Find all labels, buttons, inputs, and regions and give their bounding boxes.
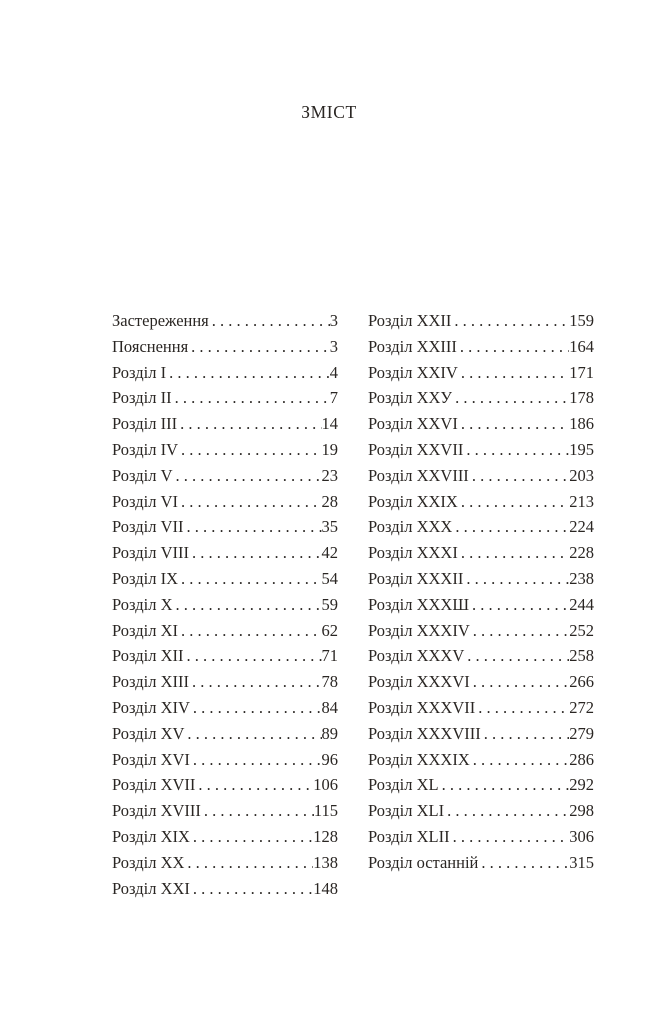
toc-dot-leader xyxy=(464,643,569,669)
toc-entry-label: Розділ IX xyxy=(112,568,178,588)
toc-entry xyxy=(368,514,594,540)
toc-entry-page-number: 28 xyxy=(321,491,338,511)
toc-entry-page-number: 42 xyxy=(321,543,338,563)
toc-dot-leader xyxy=(452,514,569,540)
toc-entry-page-number: 306 xyxy=(569,826,594,846)
toc-entry-label: Пояснення xyxy=(112,336,189,356)
toc-entry xyxy=(368,618,594,644)
toc-dot-leader xyxy=(451,308,569,334)
toc-entry xyxy=(112,592,338,618)
toc-entry xyxy=(368,721,594,747)
toc-entry-page-number: 292 xyxy=(569,775,594,795)
toc-entry xyxy=(368,308,594,334)
toc-entry-page-number: 89 xyxy=(321,723,338,743)
toc-entry-page-number: 35 xyxy=(321,517,338,537)
toc-dot-leader xyxy=(458,489,569,515)
toc-entry-label: Розділ II xyxy=(112,388,172,408)
toc-entry-page-number: 148 xyxy=(313,878,338,898)
toc-entry-label: Розділ XXIV xyxy=(368,362,458,382)
toc-entry-page-number: 315 xyxy=(569,852,594,872)
toc-entry-page-number: 224 xyxy=(569,517,594,537)
toc-entry xyxy=(112,360,338,386)
toc-entry xyxy=(368,489,594,515)
toc-entry-page-number: 54 xyxy=(321,568,338,588)
toc-entry xyxy=(112,798,338,824)
toc-entry-page-number: 96 xyxy=(321,749,338,769)
toc-dot-leader xyxy=(173,463,322,489)
toc-entry-page-number: 138 xyxy=(313,852,338,872)
toc-entry-label: Розділ I xyxy=(112,362,167,382)
toc-entry xyxy=(112,695,338,721)
toc-entry-page-number: 128 xyxy=(313,826,338,846)
toc-entry-page-number: 84 xyxy=(321,697,338,717)
toc-entry-label: Розділ XXII xyxy=(368,311,452,330)
toc-entry-page-number: 186 xyxy=(569,414,594,434)
toc-entry xyxy=(368,592,594,618)
toc-entry-label: Розділ XII xyxy=(112,646,184,666)
toc-entry xyxy=(368,643,594,669)
toc-dot-leader xyxy=(184,721,321,747)
toc-entry xyxy=(112,643,338,669)
toc-dot-leader xyxy=(458,360,569,386)
toc-entry xyxy=(368,411,594,437)
toc-entry xyxy=(368,669,594,695)
toc-entry-label: Розділ XX xyxy=(112,852,185,872)
toc-entry-label: Розділ XXXШ xyxy=(368,594,469,614)
toc-dot-leader xyxy=(189,540,322,566)
toc-dot-leader xyxy=(178,489,322,515)
toc-entry-label: Розділ XXXVII xyxy=(368,697,476,717)
toc-entry-label: Розділ XXVIII xyxy=(368,465,469,485)
toc-entry-page-number: 228 xyxy=(569,543,594,563)
toc-dot-leader xyxy=(166,360,330,386)
toc-entry xyxy=(112,721,338,747)
toc-entry xyxy=(368,360,594,386)
toc-entry xyxy=(112,618,338,644)
toc-dot-leader xyxy=(173,592,322,618)
toc-entry-page-number: 195 xyxy=(569,439,594,459)
toc-entry xyxy=(112,308,338,334)
toc-entry-page-number: 244 xyxy=(569,594,594,614)
toc-entry xyxy=(112,772,338,798)
toc-entry-label: Розділ XI xyxy=(112,620,178,640)
toc-entry-label: Розділ XXXII xyxy=(368,568,464,588)
toc-entry xyxy=(112,540,338,566)
toc-entry xyxy=(368,798,594,824)
toc-dot-leader xyxy=(452,385,569,411)
toc-dot-leader xyxy=(475,695,569,721)
toc-entry-page-number: 7 xyxy=(329,388,338,408)
toc-entry-label: Розділ XLII xyxy=(368,826,450,846)
toc-entry-page-number: 171 xyxy=(569,362,594,382)
toc-entry xyxy=(112,437,338,463)
toc-entry xyxy=(112,489,338,515)
toc-entry-page-number: 252 xyxy=(569,620,594,640)
toc-entry-page-number: 286 xyxy=(569,749,594,769)
toc-entry xyxy=(112,850,338,876)
toc-dot-leader xyxy=(178,618,322,644)
toc-entry-label: Розділ XIII xyxy=(112,672,189,692)
toc-entry-page-number: 159 xyxy=(569,311,594,330)
toc-entry xyxy=(368,772,594,798)
toc-entry-page-number: 258 xyxy=(569,646,594,666)
toc-dot-leader xyxy=(463,437,569,463)
toc-entry xyxy=(112,463,338,489)
toc-entry-label: Розділ XXVII xyxy=(368,439,464,459)
toc-entry xyxy=(112,514,338,540)
toc-entry-page-number: 3 xyxy=(329,336,338,356)
page-title: ЗМІСТ xyxy=(301,102,357,122)
toc-entry-page-number: 272 xyxy=(569,697,594,717)
toc-entry xyxy=(112,747,338,773)
toc-entry-page-number: 3 xyxy=(329,311,338,330)
toc-entry-label: Розділ XXIX xyxy=(368,491,458,511)
toc-entry-label: Розділ XVIII xyxy=(112,801,201,821)
toc-dot-leader xyxy=(470,669,570,695)
toc-entry-label: Розділ XXX xyxy=(368,517,453,537)
toc-entry xyxy=(112,566,338,592)
toc-dot-leader xyxy=(190,747,322,773)
toc-entry-label: Розділ XXУ xyxy=(368,388,453,408)
toc-entry-page-number: 59 xyxy=(321,594,338,614)
toc-dot-leader xyxy=(469,463,569,489)
toc-dot-leader xyxy=(209,308,330,334)
toc-right-column xyxy=(368,308,594,876)
toc-entry-page-number: 164 xyxy=(569,336,594,356)
toc-dot-leader xyxy=(195,772,313,798)
toc-entry-label: Розділ XXXIV xyxy=(368,620,470,640)
toc-entry-page-number: 266 xyxy=(569,672,594,692)
toc-dot-leader xyxy=(190,824,313,850)
toc-entry-page-number: 213 xyxy=(569,491,594,511)
toc-dot-leader xyxy=(178,566,322,592)
toc-dot-leader xyxy=(178,437,322,463)
toc-entry-label: Розділ XVI xyxy=(112,749,190,769)
toc-entry-label: Розділ XXXVIII xyxy=(368,723,481,743)
toc-dot-leader xyxy=(481,721,570,747)
toc-entry-label: Розділ VI xyxy=(112,491,178,511)
toc-entry xyxy=(112,824,338,850)
toc-entry-page-number: 106 xyxy=(313,775,338,795)
toc-entry-page-number: 71 xyxy=(321,646,338,666)
toc-entry xyxy=(368,540,594,566)
toc-dot-leader xyxy=(457,334,569,360)
toc-dot-leader xyxy=(177,411,321,437)
toc-entry-label: Розділ V xyxy=(112,465,173,485)
toc-entry xyxy=(112,411,338,437)
toc-dot-leader xyxy=(469,592,569,618)
toc-entry xyxy=(112,876,338,902)
toc-left-column xyxy=(112,308,338,901)
toc-entry-label: Розділ XV xyxy=(112,723,185,743)
toc-entry-label: Розділ VII xyxy=(112,517,184,537)
toc-entry-label: Розділ XXI xyxy=(112,878,190,898)
toc-dot-leader xyxy=(190,876,313,902)
toc-entry xyxy=(112,385,338,411)
toc-entry-label: Розділ XVII xyxy=(112,775,196,795)
toc-dot-leader xyxy=(190,695,322,721)
toc-dot-leader xyxy=(450,824,570,850)
toc-entry-label: Застереження xyxy=(112,311,209,330)
toc-entry-label: Розділ XIX xyxy=(112,826,190,846)
toc-entry-page-number: 115 xyxy=(313,801,338,821)
toc-dot-leader xyxy=(458,411,569,437)
toc-dot-leader xyxy=(470,747,570,773)
toc-entry-label: Розділ XXXI xyxy=(368,543,458,563)
toc-entry-label: Розділ XXXV xyxy=(368,646,465,666)
toc-dot-leader xyxy=(439,772,570,798)
toc-entry-label: Розділ XLI xyxy=(368,801,445,821)
toc-entry xyxy=(368,566,594,592)
toc-entry-label: Розділ XXXVI xyxy=(368,672,470,692)
toc-dot-leader xyxy=(183,643,321,669)
toc-entry xyxy=(368,824,594,850)
toc-entry-label: Розділ XIV xyxy=(112,697,190,717)
toc-dot-leader xyxy=(444,798,569,824)
toc-entry-label: Розділ XXIII xyxy=(368,336,457,356)
toc-entry-page-number: 298 xyxy=(569,801,594,821)
toc-entry-label: Розділ останній xyxy=(368,852,479,872)
toc-entry xyxy=(368,695,594,721)
toc-dot-leader xyxy=(183,514,321,540)
toc-dot-leader xyxy=(188,334,330,360)
toc-entry xyxy=(368,463,594,489)
toc-dot-leader xyxy=(478,850,569,876)
toc-entry-page-number: 203 xyxy=(569,465,594,485)
toc-entry xyxy=(112,669,338,695)
toc-entry xyxy=(368,850,594,876)
toc-dot-leader xyxy=(463,566,569,592)
toc-entry-page-number: 4 xyxy=(329,362,338,382)
toc-entry-page-number: 19 xyxy=(321,439,338,459)
toc-entry xyxy=(368,334,594,360)
toc-entry-label: Розділ III xyxy=(112,414,178,434)
toc-dot-leader xyxy=(172,385,330,411)
toc-entry-page-number: 78 xyxy=(321,672,338,692)
toc-entry xyxy=(112,334,338,360)
toc-entry xyxy=(368,747,594,773)
toc-entry-page-number: 178 xyxy=(569,388,594,408)
toc-dot-leader xyxy=(470,618,570,644)
toc-entry-page-number: 14 xyxy=(321,414,338,434)
toc-entry-page-number: 23 xyxy=(321,465,338,485)
toc-dot-leader xyxy=(201,798,314,824)
toc-entry xyxy=(368,385,594,411)
toc-entry-label: Розділ XXVI xyxy=(368,414,458,434)
toc-entry-page-number: 279 xyxy=(569,723,594,743)
toc-entry-label: Розділ VIII xyxy=(112,543,189,563)
toc-entry-page-number: 238 xyxy=(569,568,594,588)
toc-entry-label: Розділ XXXIX xyxy=(368,749,470,769)
toc-dot-leader xyxy=(458,540,569,566)
toc-dot-leader xyxy=(184,850,313,876)
toc-entry-label: Розділ IV xyxy=(112,439,178,459)
toc-entry-label: Розділ X xyxy=(112,594,173,614)
toc-entry-page-number: 62 xyxy=(321,620,338,640)
toc-dot-leader xyxy=(189,669,322,695)
toc-entry-label: Розділ XL xyxy=(368,775,439,795)
toc-entry xyxy=(368,437,594,463)
